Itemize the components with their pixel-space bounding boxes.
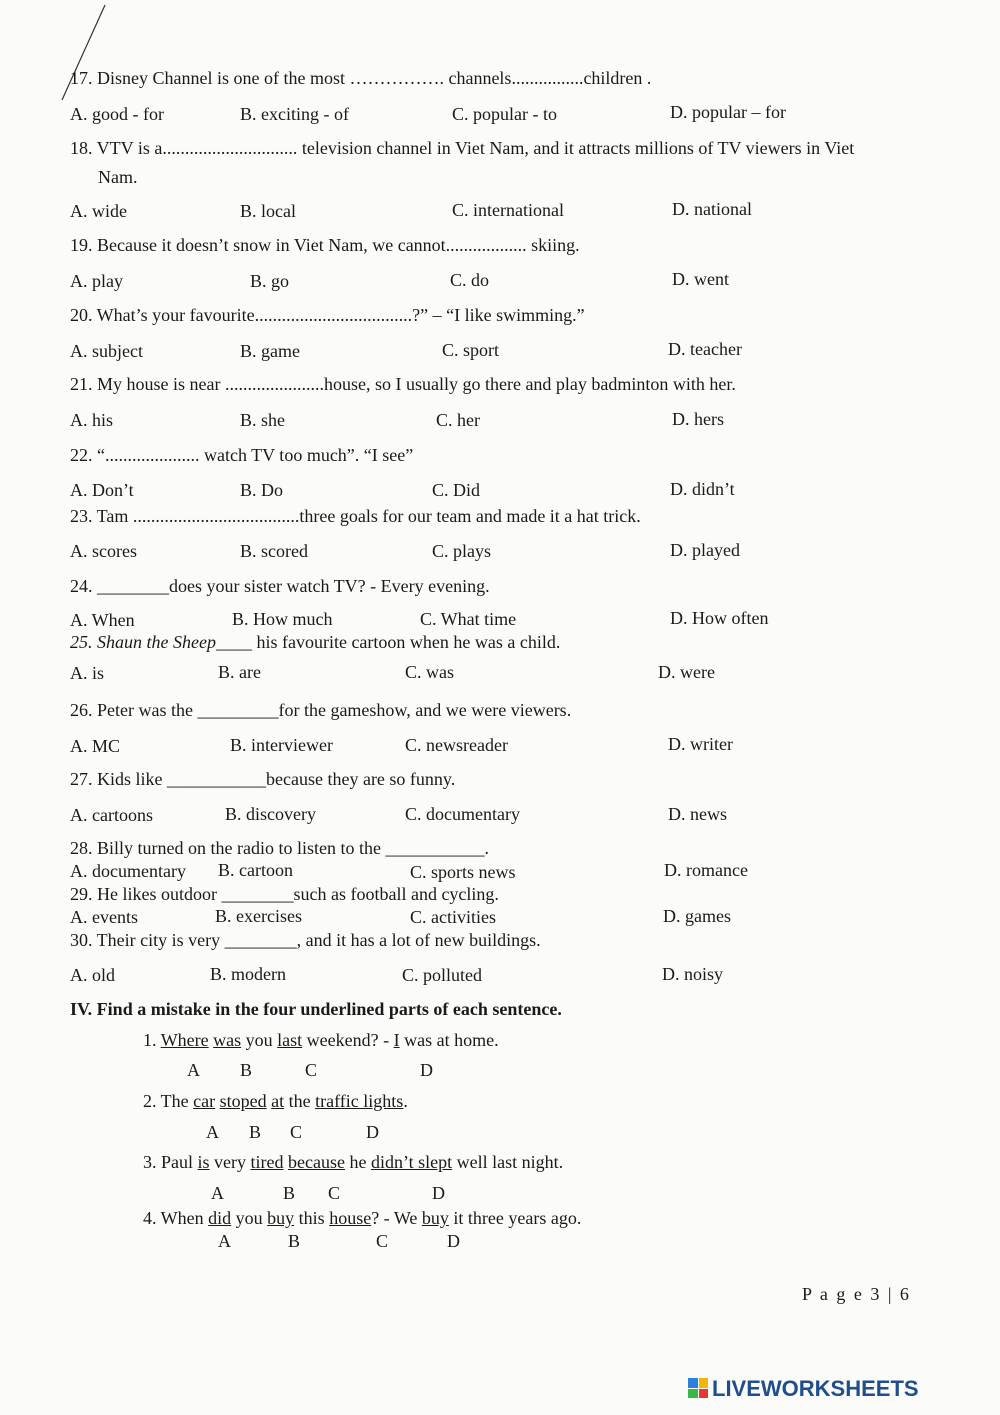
option-c[interactable]: C. What time <box>420 609 517 629</box>
option-d[interactable]: D. went <box>672 269 729 289</box>
question-25 <box>70 631 560 653</box>
underlined-part[interactable]: because <box>288 1152 345 1172</box>
option-a[interactable]: A. When <box>70 610 135 630</box>
underlined-part[interactable]: stoped <box>219 1091 267 1111</box>
underlined-part[interactable]: I <box>393 1030 400 1050</box>
option-b[interactable]: B. interviewer <box>230 735 333 755</box>
underlined-part[interactable]: was <box>213 1030 242 1050</box>
text: weekend? - <box>302 1030 394 1050</box>
option-c[interactable]: C. documentary <box>405 804 520 824</box>
option-a[interactable]: A. is <box>70 663 105 683</box>
underlined-part[interactable]: tired <box>250 1152 284 1172</box>
option-a[interactable]: A. wide <box>70 201 127 221</box>
page-number: P a g e 3 | 6 <box>802 1284 911 1304</box>
option-d[interactable]: D. hers <box>672 409 724 429</box>
option-a[interactable]: A. play <box>70 271 123 291</box>
letter-b: B <box>288 1231 301 1251</box>
question-29: 29. He likes outdoor ________such as football and cycling. <box>70 884 499 904</box>
option-b[interactable]: B. scored <box>240 541 308 561</box>
option-b[interactable]: B. game <box>240 341 300 361</box>
option-b[interactable]: B. she <box>240 410 285 430</box>
option-b[interactable]: B. are <box>218 662 261 682</box>
option-d[interactable]: D. played <box>670 540 740 560</box>
mistake-sentence-3 <box>143 1152 563 1173</box>
underlined-part[interactable]: at <box>271 1091 285 1111</box>
option-c[interactable]: C. sports news <box>410 862 516 882</box>
option-a[interactable]: A. subject <box>70 341 143 361</box>
option-c[interactable]: C. activities <box>410 907 496 927</box>
question-20: 20. What’s your favourite...................................?” – “I like swimming.” <box>70 305 585 325</box>
option-d[interactable]: D. were <box>658 662 715 682</box>
option-a[interactable]: A. Don’t <box>70 480 134 500</box>
letter-c: C <box>305 1060 318 1080</box>
text: this <box>294 1208 330 1228</box>
option-b[interactable]: B. exercises <box>215 906 302 926</box>
option-c[interactable]: C. Did <box>432 480 481 500</box>
option-b[interactable]: B. Do <box>240 480 284 500</box>
option-c[interactable]: C. sport <box>442 340 500 360</box>
letter-b: B <box>283 1183 296 1203</box>
text: 3. Paul <box>143 1152 198 1172</box>
underlined-part[interactable]: traffic lights <box>315 1091 404 1111</box>
text: well last night. <box>452 1152 564 1172</box>
option-c[interactable]: C. plays <box>432 541 492 561</box>
pen-mark <box>0 0 140 120</box>
letter-a: A <box>211 1183 224 1203</box>
text: very <box>209 1152 251 1172</box>
letter-d: D <box>447 1231 460 1251</box>
letter-c: C <box>376 1231 389 1251</box>
option-d[interactable]: D. news <box>668 804 727 824</box>
letter-a: A <box>218 1231 231 1251</box>
option-c[interactable]: C. popular - to <box>452 104 557 124</box>
option-a[interactable]: A. his <box>70 410 114 430</box>
option-c[interactable]: C. polluted <box>402 965 482 985</box>
brand-name: LIVEWORKSHEETS <box>712 1376 919 1401</box>
underlined-part[interactable]: Where <box>160 1030 209 1050</box>
underlined-part[interactable]: car <box>193 1091 216 1111</box>
option-b[interactable]: B. modern <box>210 964 286 984</box>
option-a[interactable]: A. old <box>70 965 115 985</box>
underlined-part[interactable]: house <box>329 1208 372 1228</box>
section-heading: IV. Find a mistake in the four underlined parts of each sentence. <box>70 999 562 1019</box>
option-a[interactable]: A. documentary <box>70 861 186 881</box>
option-d[interactable]: D. writer <box>668 734 733 754</box>
underlined-part[interactable]: is <box>197 1152 210 1172</box>
question-23: 23. Tam .....................................three goals for our team and made it a hat trick. <box>70 506 641 526</box>
option-d[interactable]: D. national <box>672 199 752 219</box>
mistake-sentence-1 <box>143 1030 499 1051</box>
question-22: 22. “..................... watch TV too much”. “I see” <box>70 445 414 465</box>
option-c[interactable]: C. her <box>436 410 480 430</box>
option-d[interactable]: D. teacher <box>668 339 742 359</box>
letter-c: C <box>290 1122 303 1142</box>
option-b[interactable]: B. discovery <box>225 804 316 824</box>
question-24: 24. ________does your sister watch TV? - Every evening. <box>70 576 490 596</box>
text: the <box>284 1091 316 1111</box>
question-28: 28. Billy turned on the radio to listen to the ___________. <box>70 838 489 858</box>
option-c[interactable]: C. international <box>452 200 564 220</box>
question-30: 30. Their city is very ________, and it has a lot of new buildings. <box>70 930 541 950</box>
question-25-rest: ____ his favourite cartoon when he was a child. <box>215 632 561 652</box>
text: it three years ago. <box>448 1208 582 1228</box>
option-d[interactable]: D. popular – for <box>670 102 786 122</box>
mistake-sentence-2 <box>143 1091 408 1112</box>
question-26: 26. Peter was the _________for the gameshow, and we were viewers. <box>70 700 572 720</box>
letter-d: D <box>366 1122 379 1142</box>
question-18-continued: Nam. <box>98 167 138 187</box>
underlined-part[interactable]: buy <box>267 1208 295 1228</box>
question-25-title: 25. Shaun the Sheep <box>70 632 216 652</box>
logo-grid-icon <box>688 1378 708 1398</box>
letter-b: B <box>240 1060 253 1080</box>
option-c[interactable]: C. was <box>405 662 454 682</box>
option-b[interactable]: B. How much <box>232 609 333 629</box>
option-c[interactable]: C. do <box>450 270 490 290</box>
question-19: 19. Because it doesn’t snow in Viet Nam, we cannot.................. skiing. <box>70 235 580 255</box>
option-a[interactable]: A. cartoons <box>70 805 153 825</box>
option-a[interactable]: A. events <box>70 907 138 927</box>
text: was at home. <box>399 1030 499 1050</box>
letter-b: B <box>249 1122 262 1142</box>
option-d[interactable]: D. noisy <box>662 964 724 984</box>
option-a[interactable]: A. good - for <box>70 104 164 124</box>
question-21: 21. My house is near ......................house, so I usually go there and play badminton with her. <box>70 374 736 394</box>
letter-a: A <box>187 1060 200 1080</box>
option-d[interactable]: D. didn’t <box>670 479 735 499</box>
text: you <box>231 1208 268 1228</box>
letter-a: A <box>206 1122 219 1142</box>
option-b[interactable]: B. local <box>240 201 296 221</box>
underlined-part[interactable]: did <box>208 1208 232 1228</box>
option-d[interactable]: D. How often <box>670 608 769 628</box>
option-b[interactable]: B. exciting - of <box>240 104 349 124</box>
text: . <box>403 1091 408 1111</box>
text: 1. <box>143 1030 161 1050</box>
underlined-part[interactable]: didn’t slept <box>370 1152 453 1172</box>
letter-d: D <box>432 1183 445 1203</box>
text: you <box>241 1030 278 1050</box>
option-a[interactable]: A. scores <box>70 541 137 561</box>
option-a[interactable]: A. MC <box>70 736 121 756</box>
question-17: 17. Disney Channel is one of the most ……………. channels................children . <box>70 68 652 88</box>
question-27: 27. Kids like ___________because they are so funny. <box>70 769 456 789</box>
option-d[interactable]: D. romance <box>664 860 748 880</box>
option-d[interactable]: D. games <box>663 906 731 926</box>
brand-logo <box>688 1376 988 1400</box>
text: he <box>344 1152 371 1172</box>
text: 4. When <box>143 1208 209 1228</box>
option-c[interactable]: C. newsreader <box>405 735 508 755</box>
letter-d: D <box>420 1060 433 1080</box>
underlined-part[interactable]: buy <box>421 1208 449 1228</box>
text: 2. The <box>143 1091 194 1111</box>
mistake-sentence-4 <box>143 1208 581 1229</box>
text: ? - We <box>371 1208 422 1228</box>
underlined-part[interactable]: last <box>277 1030 303 1050</box>
letter-c: C <box>328 1183 341 1203</box>
question-18: 18. VTV is a.............................. television channel in Viet Nam, and it attracts millions of TV viewers in Viet <box>70 138 855 158</box>
option-b[interactable]: B. cartoon <box>218 860 293 880</box>
option-b[interactable]: B. go <box>250 271 290 291</box>
